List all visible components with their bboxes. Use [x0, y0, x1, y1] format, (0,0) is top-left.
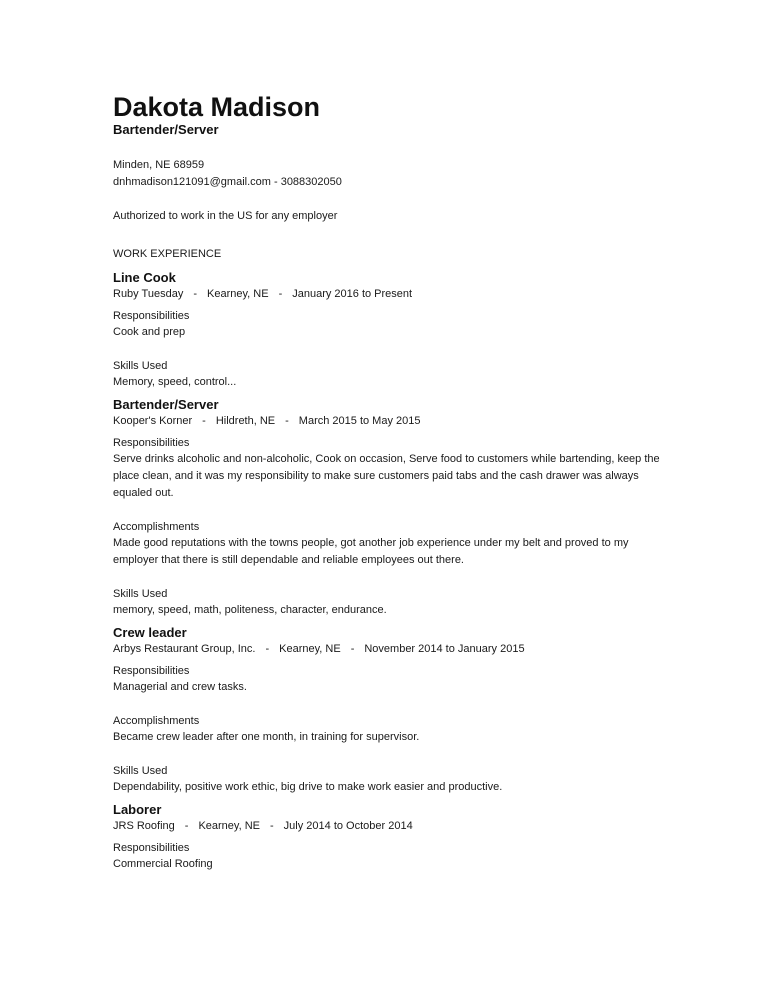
accomplishments-text: Became crew leader after one month, in training for supervisor.	[113, 731, 420, 743]
job-dates: July 2014 to October 2014	[283, 820, 413, 832]
job-dates: March 2015 to May 2015	[298, 415, 421, 427]
responsibilities-label: Responsibilities	[113, 842, 190, 854]
responsibilities-label: Responsibilities	[113, 665, 190, 677]
skills-text: memory, speed, math, politeness, character, endurance.	[113, 604, 387, 616]
job-meta	[113, 641, 673, 658]
responsibilities-text: Serve drinks alcoholic and non-alcoholic, Cook on occasion, Serve food to customers while bartending, keep the place clean, and it was my responsibility to make sure customers paid tabs and the cash drawer was always equaled out.	[113, 453, 660, 499]
resume-page	[113, 92, 673, 873]
responsibilities-text: Commercial Roofing	[113, 858, 213, 870]
skills-label: Skills Used	[113, 588, 168, 600]
job-company: Kooper's Korner	[113, 415, 193, 427]
separator: -	[202, 415, 206, 427]
separator: -	[285, 415, 289, 427]
job-meta	[113, 818, 673, 835]
candidate-headline: Bartender/Server	[113, 122, 219, 137]
work-authorization: Authorized to work in the US for any employer	[113, 210, 338, 222]
job-dates: January 2016 to Present	[292, 288, 413, 300]
job-location: Kearney, NE	[279, 643, 341, 655]
separator: -	[193, 288, 197, 300]
skills-text: Dependability, positive work ethic, big drive to make work easier and productive.	[113, 781, 503, 793]
job-company: Ruby Tuesday	[113, 288, 184, 300]
separator: -	[278, 288, 283, 300]
separator: -	[270, 820, 274, 832]
job-entry	[113, 624, 673, 801]
candidate-contact: dnhmadison121091@gmail.com - 3088302050	[113, 176, 342, 188]
accomplishments-text: Made good reputations with the towns people, got another job experience under my belt and proved to my employer that there is still dependable and reliable employees out there.	[113, 537, 629, 566]
separator: -	[265, 643, 270, 655]
separator: -	[350, 643, 355, 655]
job-company: Arbys Restaurant Group, Inc.	[113, 643, 256, 655]
job-dates: November 2014 to January 2015	[364, 643, 525, 655]
accomplishments-label: Accomplishments	[113, 715, 200, 727]
candidate-name: Dakota Madison	[113, 92, 321, 122]
job-location: Kearney, NE	[198, 820, 260, 832]
job-company: JRS Roofing	[113, 820, 175, 832]
job-title: Line Cook	[113, 270, 176, 285]
skills-label: Skills Used	[113, 765, 168, 777]
responsibilities-text: Cook and prep	[113, 326, 186, 338]
job-title: Laborer	[113, 802, 162, 817]
job-location: Hildreth, NE	[215, 415, 276, 427]
responsibilities-text: Managerial and crew tasks.	[113, 681, 247, 693]
accomplishments-label: Accomplishments	[113, 521, 200, 533]
skills-label: Skills Used	[113, 360, 168, 372]
job-location: Kearney, NE	[207, 288, 269, 300]
candidate-location: Minden, NE 68959	[113, 159, 205, 171]
job-entry	[113, 801, 673, 873]
responsibilities-label: Responsibilities	[113, 310, 190, 322]
job-title: Bartender/Server	[113, 397, 219, 412]
separator: -	[184, 820, 189, 832]
job-meta	[113, 286, 673, 303]
responsibilities-label: Responsibilities	[113, 437, 190, 449]
section-title-work-experience: WORK EXPERIENCE	[113, 248, 222, 260]
job-title: Crew leader	[113, 625, 187, 640]
job-entry	[113, 269, 673, 396]
skills-text: Memory, speed, control...	[113, 376, 237, 388]
job-meta	[113, 413, 673, 430]
job-entry	[113, 396, 673, 624]
